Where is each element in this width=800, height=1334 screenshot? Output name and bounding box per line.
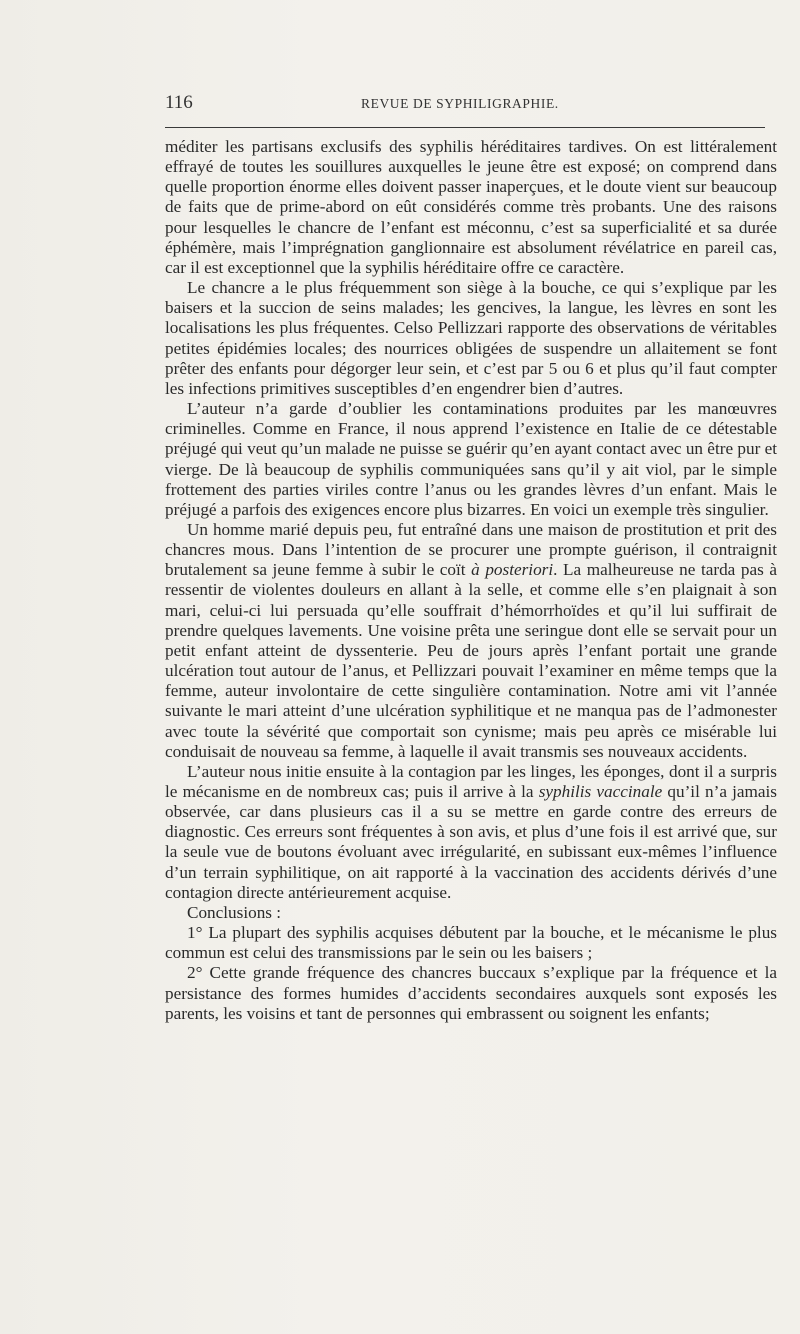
- paragraph-3: L’auteur n’a garde d’oublier les contaminations produites par les manœuvres criminelles. Comme en France, il nous apprend l’existence en Italie de ce détestable préjugé qui veut qu’un malade ne puisse se guérir qu’en ayant contact avec un être pur et vierge. De là beaucoup de syphilis communiquées sans qu’il y ait viol, par le simple frottement des parties viriles contre l’anus ou les grandes lèvres d’un enfant. Mais le préjugé a parfois des exigences encore plus bizarres. En voici un exemple très singulier.: [165, 399, 777, 519]
- paragraph-4: [165, 520, 777, 762]
- paragraph-5: [165, 762, 777, 903]
- paragraph-5-italic: syphilis vaccinale: [538, 782, 663, 801]
- page-header: [165, 92, 765, 116]
- paragraph-1: méditer les partisans exclusifs des syphilis héréditaires tardives. On est littéralement effrayé de toutes les souillures auxquelles le jeune être est exposé; on comprend dans quelle proportion énorme elles doivent passer inaperçues, et le doute vient sur beaucoup de faits que de prime-abord on eût considérés comme très probants. Une des raisons pour lesquelles le chancre de l’enfant est méconnu, c’est sa superficialité et sa durée éphémère, mais l’imprégnation ganglionnaire est absolument révélatrice en pareil cas, car il est exceptionnel que la syphilis héréditaire offre ce caractère.: [165, 137, 777, 277]
- paragraph-5-text-b: qu’il n’a jamais observée, car dans plusieurs cas il a su se mettre en garde contre des erreurs de diagnostic. Ces erreurs sont fréquentes à son avis, et plus d’une fois il est arrivé que, sur la seule vue de boutons évoluant avec irrégularité, en subissant eux-mêmes l’influence d’un terrain syphilitique, on ait rapporté à la vaccination des accidents dérivés d’une contagion directe antérieurement acquise.: [165, 782, 777, 902]
- page-number: 116: [165, 92, 193, 113]
- conclusion-2: 2° Cette grande fréquence des chancres buccaux s’explique par la fréquence et la persistance des formes humides d’accidents secondaires auxquels sont exposés les parents, les voisins et tant de personnes qui embrassent ou soignent les enfants;: [165, 963, 777, 1023]
- paragraph-4-text-b: . La malheureuse ne tarda pas à ressentir de violentes douleurs en allant à la selle, et comme elle s’en plaignait à son mari, celui-ci lui persuada qu’elle souffrait d’hémorrhoïdes et qu’il lui suffirait de prendre quelques lavements. Une voisine prêta une seringue dont elle se servait pour un petit enfant atteint de dyssenterie. Peu de jours après l’enfant portait une grande ulcération tout autour de l’anus, et Pellizzari pouvait l’examiner en même temps que la femme, auteur involontaire de cette singulière contamination. Notre ami vit l’année suivante le mari atteint d’une ulcération syphilitique et ne manqua pas de l’admonester avec toute la sévérité que comportait son cynisme; mais peu après ce misérable lui conduisait de nouveau sa femme, à laquelle il avait transmis ses nouveaux accidents.: [165, 560, 777, 761]
- conclusions-heading: Conclusions :: [187, 902, 282, 922]
- paragraph-4-text-a: Un homme marié depuis peu, fut entraîné dans une maison de prostitution et prit des chancres mous. Dans l’intention de se procurer une prompte guérison, il contraignit brutalement sa jeune femme à subir le coït: [165, 519, 777, 580]
- body-text: [165, 137, 777, 1024]
- paragraph-2: Le chancre a le plus fréquemment son siège à la bouche, ce qui s’explique par les baisers et la succion de seins malades; les gencives, la langue, les lèvres en sont les localisations les plus fréquentes. Celso Pellizzari rapporte des observations de véritables petites épidémies locales; des nourrices obligées de suspendre un allaitement se font prêter des enfants pour dégorger leur sein, et c’est par 5 ou 6 et plus qu’il faut compter les infections primitives susceptibles d’en engendrer bien d’autres.: [165, 278, 777, 398]
- paragraph-4-italic: à posteriori: [471, 560, 554, 580]
- conclusion-1: 1° La plupart des syphilis acquises débutent par la bouche, et le mécanisme le plus commun est celui des transmissions par le sein ou les baisers ;: [165, 923, 777, 963]
- header-rule: [165, 127, 765, 128]
- paragraph-5-text-a: L’auteur nous initie ensuite à la contagion par les linges, les éponges, dont il a surpris le mécanisme en de nombreux cas; puis il arrive à la: [165, 761, 777, 801]
- running-head: REVUE DE SYPHILIGRAPHIE.: [361, 96, 559, 111]
